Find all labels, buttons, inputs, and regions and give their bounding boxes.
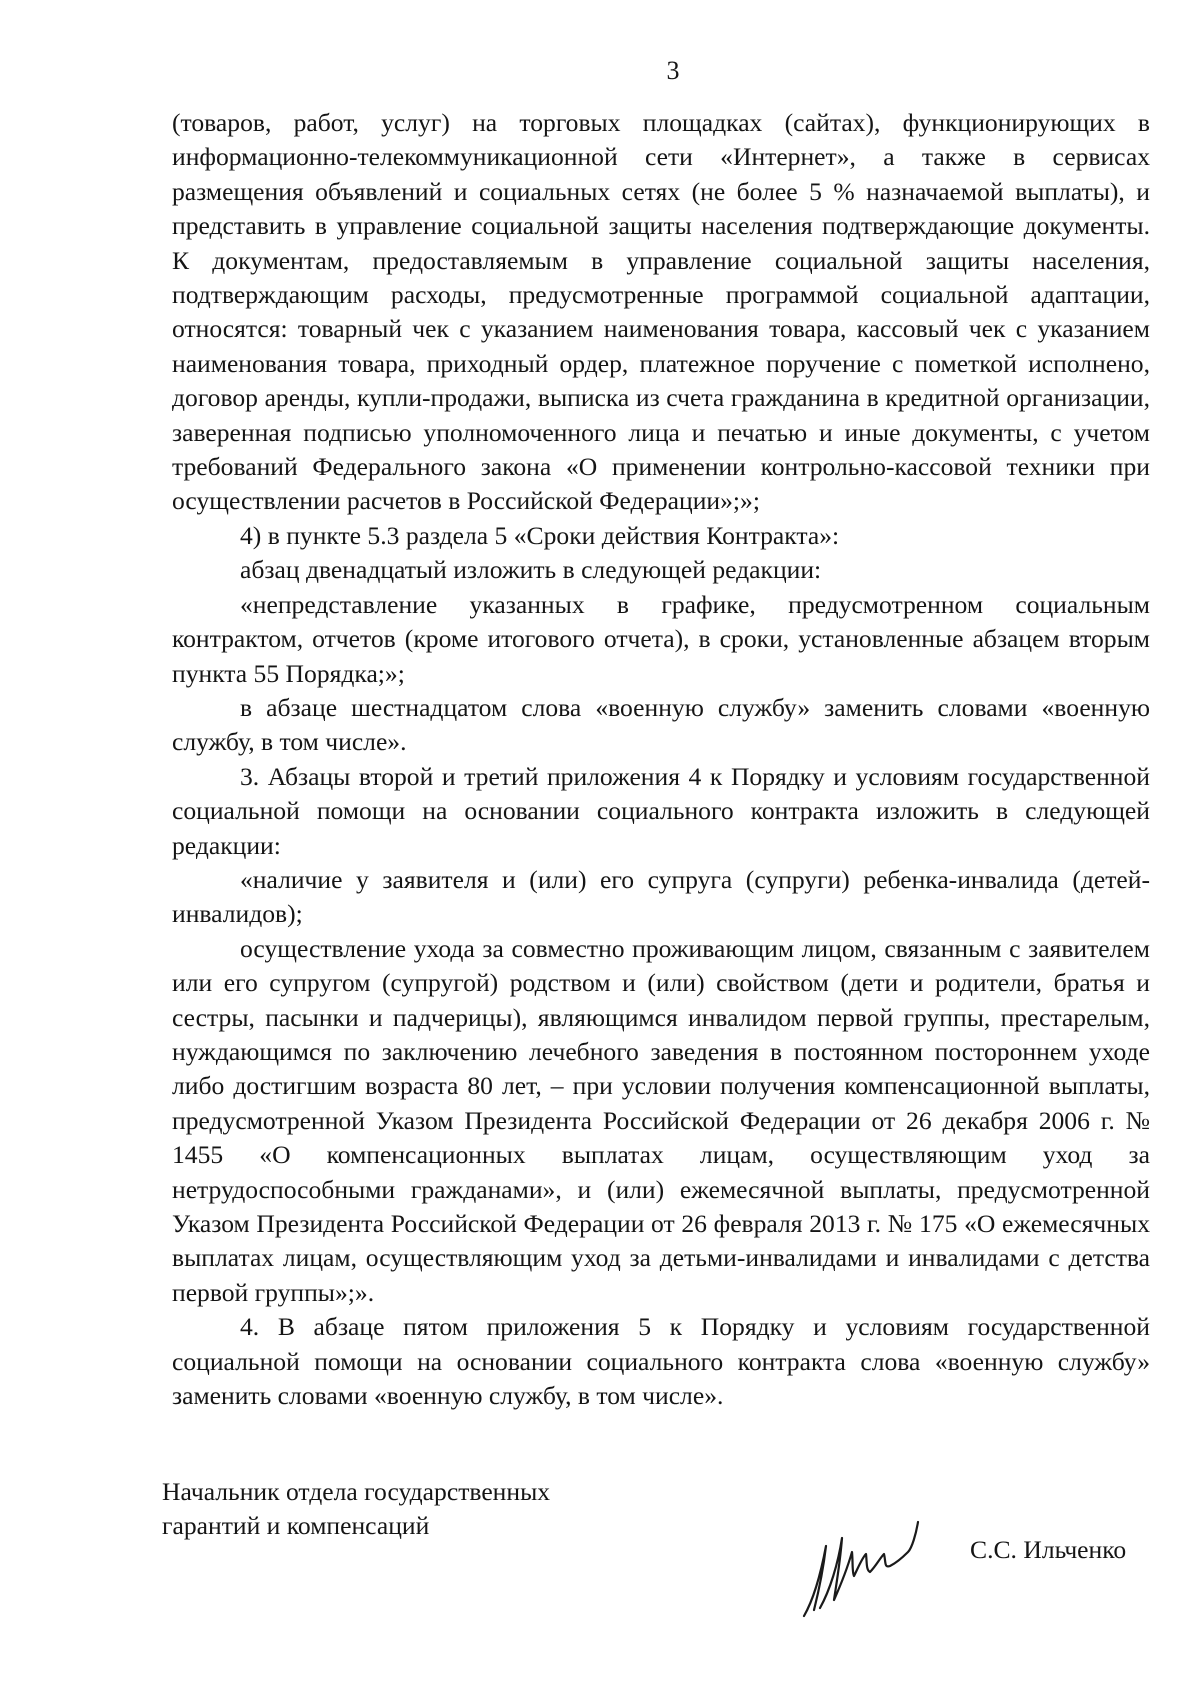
- paragraph-continuation: (товаров, работ, услуг) на торговых площадках (сайтах), функционирующих в информационно-телекоммуникационной сети «Интернет», а также в сервисах размещения объявлений и социальных сетях (не более 5 % назначаемой выплаты), и представить в управление социальной защиты населения подтверждающие документы. К документам, предоставляемым в управление социальной защиты населения, подтверждающим расходы, предусмотренные программой социальной адаптации, относятся: товарный чек с указанием наименования товара, кассовый чек с указанием наименования товара, приходный ордер, платежное поручение с пометкой исполнено, договор аренды, купли-продажи, выписка из счета гражданина в кредитной организации, заверенная подписью уполномоченного лица и печатью и иные документы, с учетом требований Федерального закона «О применении контрольно-кассовой техники при осуществлении расчетов в Российской Федерации»;»;: [172, 108, 1150, 516]
- paragraph-abzac-12: абзац двенадцатый изложить в следующей редакции:: [240, 555, 822, 585]
- paragraph-quote-nepredstavlenie: «непредставление указанных в графике, предусмотренном социальным контрактом, отчетов (кроме итогового отчета), в сроки, установленные абзацем вторым пункта 55 Порядка;»;: [172, 589, 1150, 688]
- page-number: 3: [666, 56, 680, 85]
- signer-position: [162, 1475, 550, 1543]
- paragraph-item-4: 4) в пункте 5.3 раздела 5 «Сроки действия Контракта»:: [240, 520, 840, 550]
- handwritten-signature: [790, 1512, 940, 1622]
- paragraph-item-4b: 4. В абзаце пятом приложения 5 к Порядку и условиям государственной социальной помощи на основании социального контракта слова «военную службу» заменить словами «военную службу, в том числе».: [172, 1312, 1150, 1411]
- paragraph-quote-nalichie: «наличие у заявителя и (или) его супруга (супруги) ребенка-инвалида (детей-инвалидов);: [172, 864, 1150, 929]
- paragraph-item-3: 3. Абзацы второй и третий приложения 4 к Порядку и условиям государственной социальной помощи на основании социального контракта изложить в следующей редакции:: [172, 761, 1150, 860]
- signer-name: С.С. Ильченко: [970, 1535, 1127, 1564]
- document-body: [172, 106, 1150, 1413]
- paragraph-osushchestvlenie-ukhoda: осуществление ухода за совместно проживающим лицом, связанным с заявителем или его супругом (супругой) родством и (или) свойством (дети и родители, братья и сестры, пасынки и падчерицы), являющимся инвалидом первой группы, престарелым, нуждающимся по заключению лечебного заведения в постоянном постороннем уходе либо достигшим возраста 80 лет, – при условии получения компенсационной выплаты, предусмотренной Указом Президента Российской Федерации от 26 декабря 2006 г. № 1455 «О компенсационных выплатах лицам, осуществляющим уход за нетрудоспособными гражданами», и (или) ежемесячной выплаты, предусмотренной Указом Президента Российской Федерации от 26 февраля 2013 г. № 175 «О ежемесячных выплатах лицам, осуществляющим уход за детьми-инвалидами и инвалидами с детства первой группы»;».: [172, 933, 1150, 1307]
- signer-position-line-1: Начальник отдела государственных: [162, 1477, 551, 1506]
- signer-position-line-2: гарантий и компенсаций: [162, 1511, 430, 1540]
- paragraph-abzac-16: в абзаце шестнадцатом слова «военную службу» заменить словами «военную службу, в том числе».: [172, 692, 1150, 757]
